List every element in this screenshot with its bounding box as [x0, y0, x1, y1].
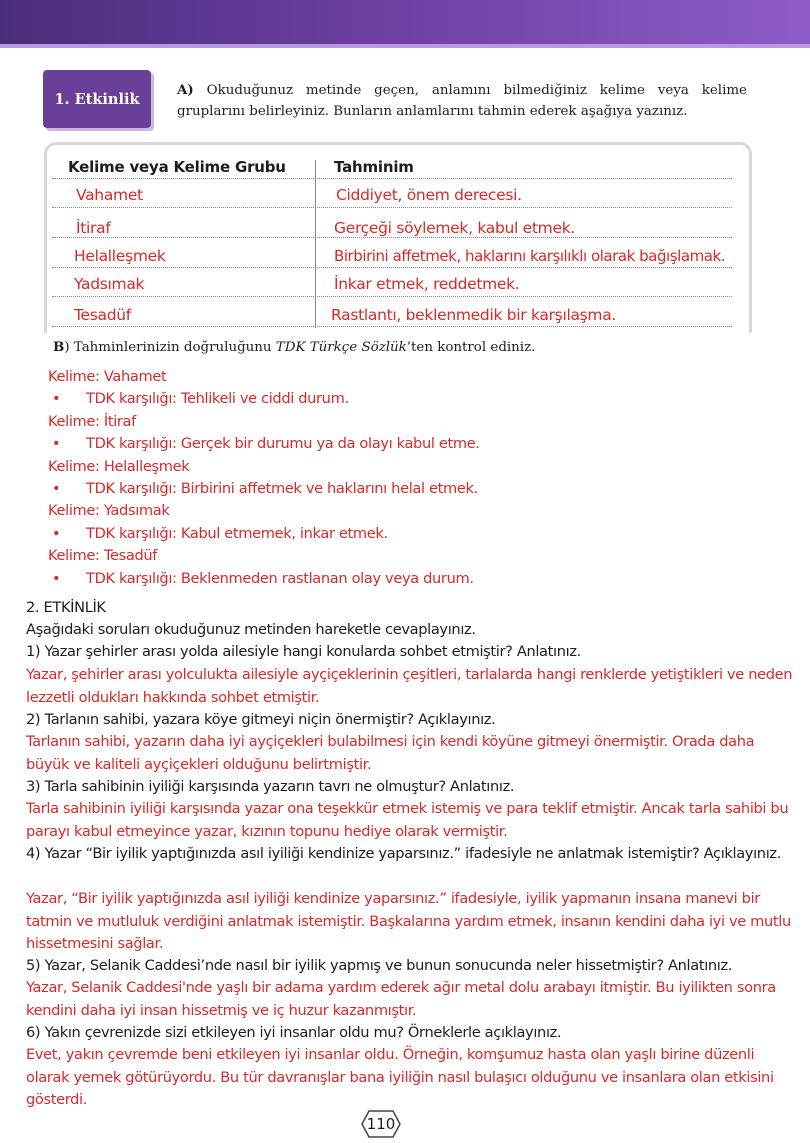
table-rule: [52, 207, 732, 208]
table-word: İtiraf: [76, 219, 111, 237]
question-1: 1) Yazar şehirler arası yolda ailesiyle hangi konularda sohbet etmiştir? Anlatınız.: [26, 643, 581, 660]
instruction-a-text: Okuduğunuz metinde geçen, anlamını bilmediğiniz kelime veya kelime gruplarını belirleyiniz. Bunların anlamlarını tahmin ederek aşağıya yazınız.: [177, 83, 747, 119]
table-header-word: Kelime veya Kelime Grubu: [68, 158, 286, 176]
question-5: 5) Yazar, Selanik Caddesi’nde nasıl bir iyilik yapmış ve bunun sonucunda neler hissetmiştir? Anlatınız.: [26, 957, 733, 974]
question-4: 4) Yazar “Bir iyilik yaptığınızda asıl iyiliği kendinize yaparsınız.” ifadesiyle ne anlatmak istemiştir? Açıklayınız.: [26, 845, 781, 862]
bullet-icon: •: [52, 525, 61, 542]
answer-6: Evet, yakın çevremde beni etkileyen iyi insanlar oldu. Örneğin, komşumuz hasta olan yaşlı birine düzenli olarak yemek götürüyordu. Bu tür davranışlar bana iyiliğin nasıl bulaşıcı olduğunu ve insanlara olan etkisini gösterdi.: [26, 1046, 774, 1108]
tdk-definition: TDK karşılığı: Tehlikeli ve ciddi durum.: [86, 390, 349, 407]
table-word: Helalleşmek: [74, 247, 166, 265]
table-rule: [52, 326, 732, 327]
table-divider: [315, 160, 316, 328]
answer-2: Tarlanın sahibi, yazarın daha iyi ayçiçekleri bulabilmesi için kendi köyüne gitmeyi önermiştir. Orada daha büyük ve kaliteli ayçiçekleri olduğunu belirtmiştir.: [26, 733, 755, 773]
table-rule: [52, 237, 732, 238]
tdk-definition: TDK karşılığı: Kabul etmemek, inkar etmek.: [86, 525, 388, 542]
bullet-icon: •: [52, 390, 61, 407]
tdk-definition: TDK karşılığı: Gerçek bir durumu ya da olayı kabul etme.: [86, 435, 480, 452]
table-word: Yadsımak: [74, 275, 145, 293]
table-guess: Birbirini affetmek, haklarını karşılıklı olarak bağışlamak.: [334, 247, 726, 265]
answer-5: Yazar, Selanik Caddesi'nde yaşlı bir adama yardım ederek ağır metal dolu arabayı itmiştir. Bu iyilikten sonra kendini daha iyi insan hissetmiş ve iç huzur kazanmıştır.: [26, 979, 776, 1019]
tdk-word: Kelime: Vahamet: [48, 368, 167, 385]
answer-4: Yazar, “Bir iyilik yaptığınızda asıl iyiliği kendinize yaparsınız.” ifadesiyle, iyilik yapmanın insana manevi bir tatmin ve mutluluk verdiğini anlatmak istemiştir. Başkalarına yardım etmek, insanın kendini daha iyi ve mutlu hissetmesini sağlar.: [26, 890, 791, 952]
instruction-b: [53, 339, 535, 355]
question-2: 2) Tarlanın sahibi, yazara köye gitmeyi niçin önermiştir? Açıklayınız.: [26, 711, 496, 728]
table-guess: Rastlantı, beklenmedik bir karşılaşma.: [331, 306, 617, 324]
tdk-word: Kelime: İtiraf: [48, 413, 136, 430]
bullet-icon: •: [52, 570, 61, 587]
table-guess: Gerçeği söylemek, kabul etmek.: [334, 219, 575, 237]
table-rule: [52, 178, 732, 179]
header-stripe: [0, 44, 810, 48]
question-3: 3) Tarla sahibinin iyiliği karşısında yazarın tavrı ne olmuştur? Anlatınız.: [26, 778, 515, 795]
activity-badge: 1. Etkinlik: [43, 70, 151, 128]
instruction-b-dictionary: TDK Türkçe Sözlük: [275, 340, 407, 355]
bullet-icon: •: [52, 435, 61, 452]
answer-1: Yazar, şehirler arası yolculukta ailesiyle ayçiçeklerinin çeşitleri, tarlalarda hangi renklerde yetiştikleri ve neden lezzetli oldukları hakkında sohbet etmiştir.: [26, 666, 793, 706]
answer-3: Tarla sahibinin iyiliği karşısında yazar ona teşekkür etmek istemiş ve para teklif etmiştir. Ancak tarla sahibi bu parayı kabul etmeyince yazar, kızının topunu hediye olarak vermiştir.: [26, 800, 789, 840]
question-6: 6) Yakın çevrenizde sizi etkileyen iyi insanlar oldu mu? Örneklerle açıklayınız.: [26, 1024, 562, 1041]
tdk-word: Kelime: Helalleşmek: [48, 458, 190, 475]
table-header-guess: Tahminim: [334, 158, 414, 176]
instruction-b-label: B: [53, 339, 65, 355]
instruction-b-text-end: ’ten kontrol ediniz.: [406, 340, 536, 355]
tdk-word: Kelime: Tesadüf: [48, 547, 158, 564]
header-bar: [0, 0, 810, 44]
activity2-instruction: Aşağıdaki soruları okuduğunuz metinden hareketle cevaplayınız.: [26, 621, 476, 638]
page-number: [361, 1109, 401, 1139]
table-word: Tesadüf: [74, 306, 131, 324]
instruction-b-text: ) Tahminlerinizin doğruluğunu: [64, 340, 276, 355]
bullet-icon: •: [52, 480, 61, 497]
table-word: Vahamet: [76, 186, 143, 204]
table-guess: Ciddiyet, önem derecesi.: [336, 186, 522, 204]
activity2-title: 2. ETKİNLİK: [26, 599, 106, 616]
instruction-a: [177, 80, 747, 122]
table-rule: [52, 267, 732, 268]
tdk-definition: TDK karşılığı: Beklenmeden rastlanan olay veya durum.: [86, 570, 474, 587]
instruction-a-label: A): [177, 82, 194, 98]
table-rule: [52, 296, 732, 297]
table-guess: İnkar etmek, reddetmek.: [334, 275, 520, 293]
tdk-definition: TDK karşılığı: Birbirini affetmek ve haklarını helal etmek.: [86, 480, 478, 497]
tdk-word: Kelime: Yadsımak: [48, 502, 170, 519]
page-number-text: 110: [366, 1115, 396, 1133]
